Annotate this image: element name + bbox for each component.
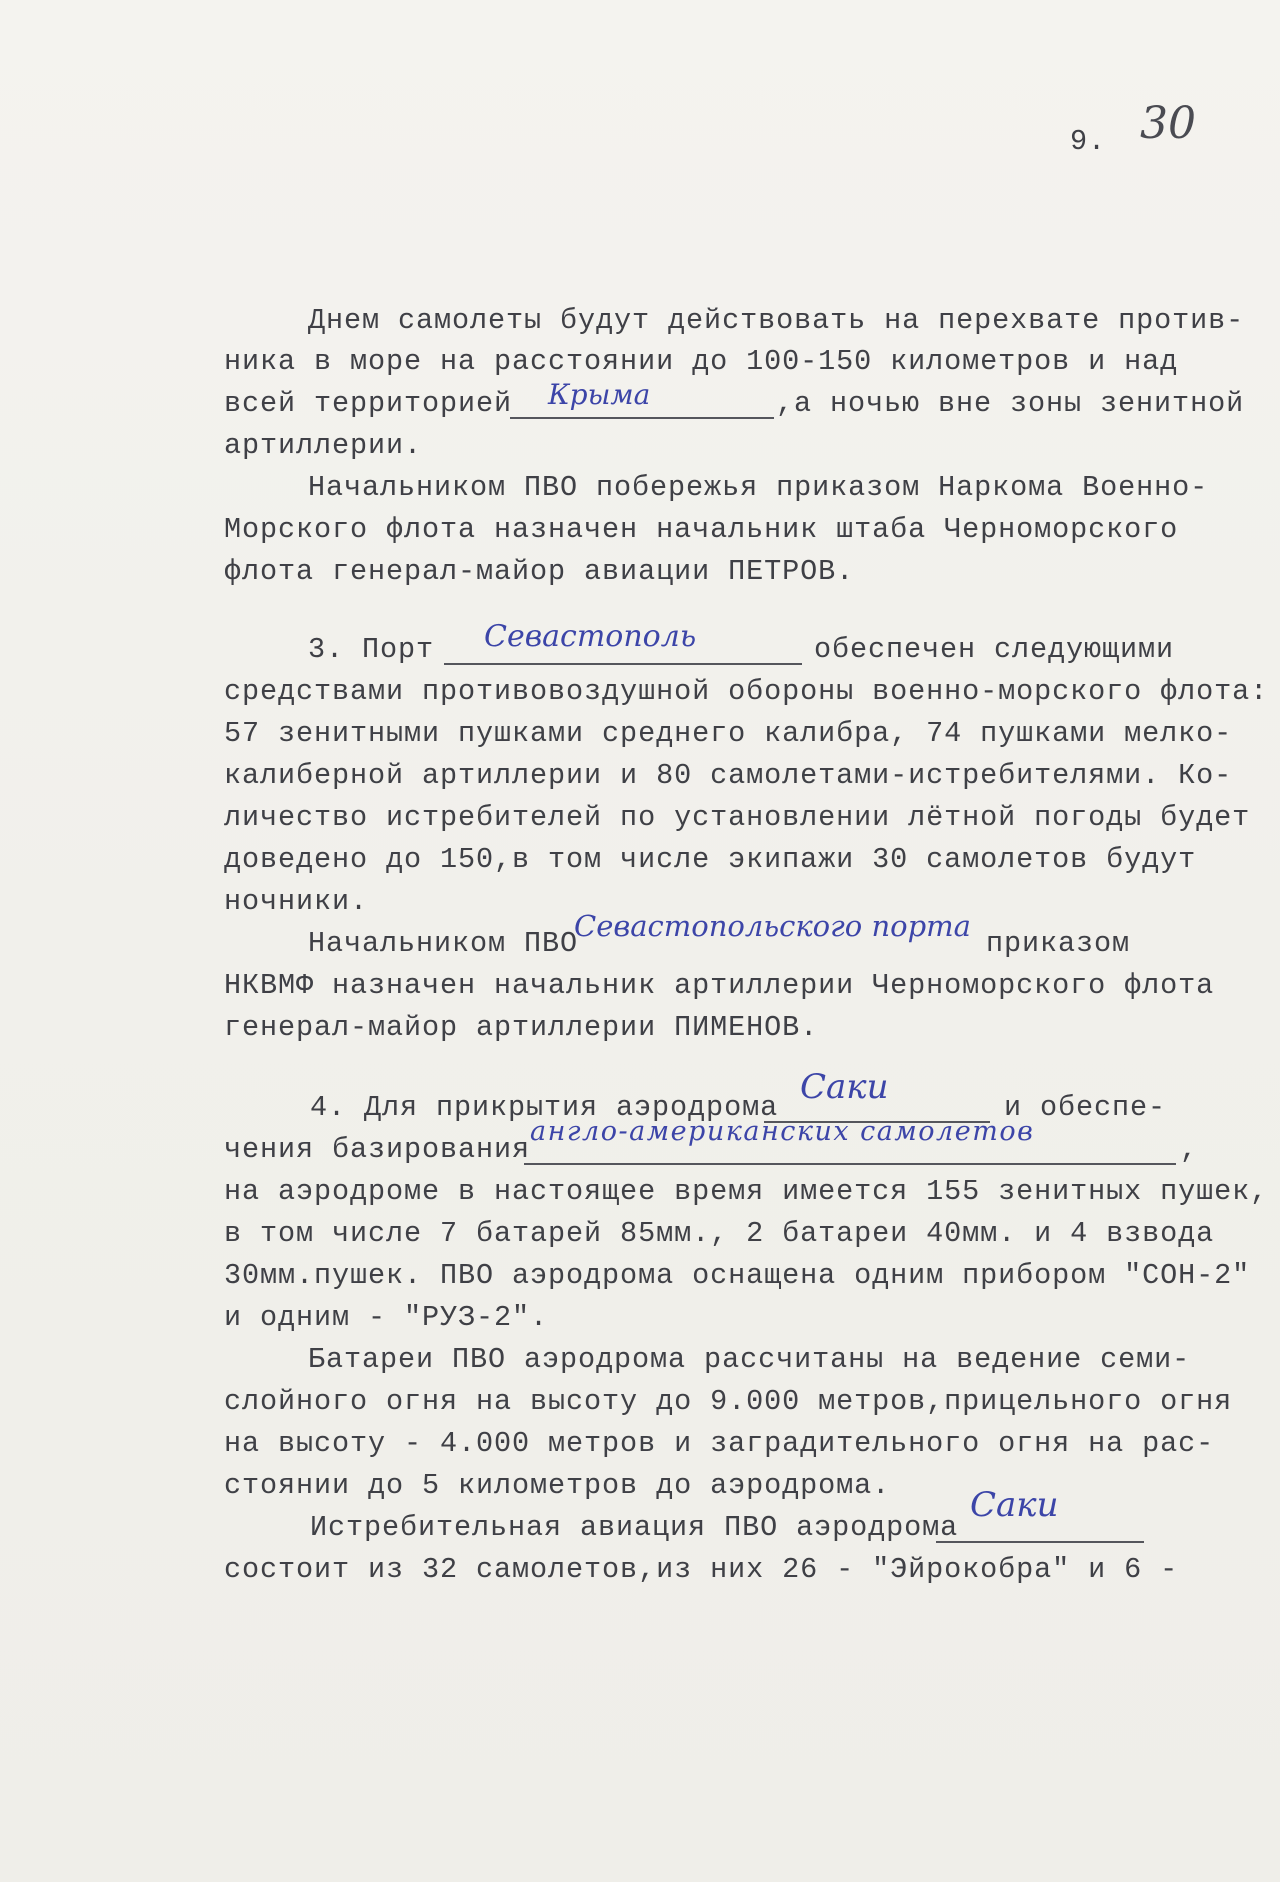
- handwritten-territory: Крыма: [548, 378, 651, 411]
- p3-line1-end: обеспечен следующими: [814, 633, 1175, 666]
- p3-line7: ночники.: [224, 885, 369, 918]
- p5-line2-end: ,: [1180, 1133, 1199, 1166]
- blank-territory: [510, 413, 774, 419]
- p4-line1-start: Начальником ПВО: [308, 927, 579, 960]
- p5-line4: в том числе 7 батарей 85мм., 2 батареи 40мм. и 4 взвода: [224, 1217, 1215, 1250]
- p7-line1-start: Истребительная авиация ПВО аэродрома: [310, 1511, 959, 1544]
- p3-line5: личество истребителей по установлении лётной погоды будет: [224, 801, 1251, 834]
- p1-line1: Днем самолеты будут действовать на перехвате против-: [308, 304, 1245, 337]
- p6-line1: Батареи ПВО аэродрома рассчитаны на ведение семи-: [308, 1343, 1191, 1376]
- blank-aircraft: [524, 1159, 1176, 1165]
- p1-line3-start: всей территорией: [224, 387, 513, 420]
- p3-line6: доведено до 150,в том числе экипажи 30 самолетов будут: [224, 843, 1197, 876]
- p1-line3-end: ,а ночью вне зоны зенитной: [776, 387, 1245, 420]
- p4-line3: генерал-майор артиллерии ПИМЕНОВ.: [224, 1011, 819, 1044]
- p6-line3: на высоту - 4.000 метров и заградительного огня на рас-: [224, 1427, 1215, 1460]
- p7-line2: состоит из 32 самолетов,из них 26 - "Эйрокобра" и 6 -: [224, 1553, 1179, 1586]
- p6-line2: слойного огня на высоту до 9.000 метров,прицельного огня: [224, 1385, 1233, 1418]
- blank-port: [444, 659, 802, 665]
- handwritten-airfield-2: Саки: [970, 1485, 1059, 1525]
- p5-line2-start: чения базирования: [224, 1133, 531, 1166]
- p3-line4: калиберной артиллерии и 80 самолетами-истребителями. Ко-: [224, 759, 1233, 792]
- p1-line2: ника в море на расстоянии до 100-150 километров и над: [224, 345, 1179, 378]
- p5-line5: 30мм.пушек. ПВО аэродрома оснащена одним прибором "СОН-2": [224, 1259, 1251, 1292]
- p2-line1: Начальником ПВО побережья приказом Наркома Военно-: [308, 471, 1209, 504]
- p6-line4: стоянии до 5 километров до аэродрома.: [224, 1469, 891, 1502]
- folio-number-handwritten: 30: [1140, 98, 1196, 149]
- p5-line6: и одним - "РУЗ-2".: [224, 1301, 549, 1334]
- p5-line1-start: 4. Для прикрытия аэродрома: [310, 1091, 779, 1124]
- page-number: 9.: [1070, 125, 1107, 158]
- p3-line1-start: 3. Порт: [308, 633, 435, 666]
- handwritten-airfield: Саки: [800, 1067, 889, 1107]
- handwritten-aircraft: англо-американских самолетов: [530, 1116, 1035, 1147]
- handwritten-port: Севастополь: [484, 619, 697, 654]
- p3-line2: средствами противовоздушной обороны военно-морского флота:: [224, 675, 1269, 708]
- p5-line1-end: и обеспе-: [1004, 1091, 1167, 1124]
- p4-line2: НКВМФ назначен начальник артиллерии Черноморского флота: [224, 969, 1215, 1002]
- p4-line1-end: приказом: [986, 927, 1131, 960]
- p3-line3: 57 зенитными пушками среднего калибра, 74 пушками мелко-: [224, 717, 1233, 750]
- p1-line4: артиллерии.: [224, 429, 423, 462]
- handwritten-port-name: Севастопольского порта: [574, 909, 971, 943]
- p2-line3: флота генерал-майор авиации ПЕТРОВ.: [224, 555, 855, 588]
- p5-line3: на аэродроме в настоящее время имеется 155 зенитных пушек,: [224, 1175, 1269, 1208]
- blank-airfield-2: [936, 1537, 1144, 1543]
- p2-line2: Морского флота назначен начальник штаба Черноморского: [224, 513, 1179, 546]
